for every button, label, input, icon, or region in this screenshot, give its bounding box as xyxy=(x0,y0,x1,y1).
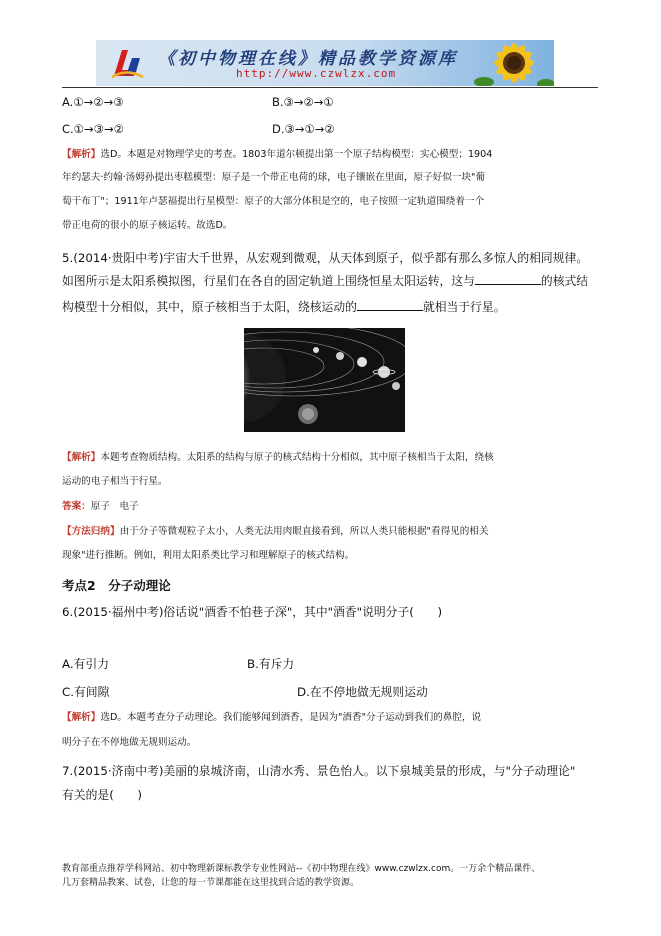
footer-line1: 教育部重点推荐学科网站、初中物理新课标教学专业性网站--《初中物理在线》www.czwlzx.com。一万余个精品课件、 xyxy=(62,864,541,874)
method-summary-line1: 【方法归纳】由于分子等微观粒子太小，人类无法用肉眼直接看到，所以人类只能根据"看得见的相关 xyxy=(62,526,489,537)
q4-analysis-line4: 带正电荷的很小的原子核运转。故选D。 xyxy=(62,220,233,231)
sunflower-icon xyxy=(474,40,554,86)
answer-blank xyxy=(475,273,541,285)
q4-option-d: D.③→①→② xyxy=(272,122,335,136)
q5-analysis-line1: 【解析】本题考查物质结构。太阳系的结构与原子的核式结构十分相似，其中原子核相当于太阳，绕核 xyxy=(62,452,494,463)
q7-stem-line1: 7.(2015·济南中考)美丽的泉城济南，山清水秀、景色怡人。以下泉城美景的形成，与"分子动理论" xyxy=(62,764,576,778)
q6-analysis-line2: 明分子在不停地做无规则运动。 xyxy=(62,737,197,748)
q6-option-b: B.有斥力 xyxy=(247,657,295,671)
banner-url: http://www.czwlzx.com xyxy=(236,67,397,80)
header-divider xyxy=(62,87,598,88)
method-summary-line2: 现象"进行推断。例如，利用太阳系类比学习和理解原子的核式结构。 xyxy=(62,550,355,561)
banner-title: 《初中物理在线》精品教学资源库 xyxy=(158,49,458,69)
analysis-tag: 【解析】 xyxy=(62,452,101,463)
q5-answer: 答案：原子 电子 xyxy=(62,501,139,512)
answer-blank xyxy=(357,299,423,311)
solar-system-image xyxy=(244,328,405,432)
q5-stem-line3: 构模型十分相似，其中，原子核相当于太阳，绕核运动的 就相当于行星。 xyxy=(62,300,506,314)
q6-analysis-line1: 【解析】选D。本题考查分子动理论。我们能够闻到酒香，是因为"酒香"分子运动到我们的鼻腔，说 xyxy=(62,712,482,723)
site-logo-icon xyxy=(110,46,144,80)
method-tag: 【方法归纳】 xyxy=(62,526,120,537)
q5-analysis-line2: 运动的电子相当于行星。 xyxy=(62,476,168,487)
section-heading: 考点2 分子动理论 xyxy=(62,578,171,593)
q4-option-a: A.①→②→③ xyxy=(62,95,124,109)
q6-option-a: A.有引力 xyxy=(62,657,110,671)
q4-analysis-line3: 萄干布丁"；1911年卢瑟福提出行星模型：原子的大部分体积是空的，电子按照一定轨道围绕着一个 xyxy=(62,196,485,207)
q4-analysis-line1: 【解析】选D。本题是对物理学史的考查。1803年道尔顿提出第一个原子结构模型：实心模型；1904 xyxy=(62,149,493,160)
q5-stem-line2: 如图所示是太阳系模拟图，行星们在各自的固定轨道上围绕恒星太阳运转，这与 的核式结 xyxy=(62,274,589,288)
analysis-tag: 【解析】 xyxy=(62,149,101,160)
analysis-tag: 【解析】 xyxy=(62,712,101,723)
q5-stem-line1: 5.(2014·贵阳中考)宇宙大千世界，从宏观到微观，从天体到原子，似乎都有那么多惊人的相同规律。 xyxy=(62,251,589,265)
header-banner xyxy=(96,40,554,86)
answer-tag: 答案： xyxy=(62,501,91,512)
q6-option-c: C.有间隙 xyxy=(62,685,110,699)
q6-stem: 6.(2015·福州中考)俗话说"酒香不怕巷子深"，其中"酒香"说明分子( ) xyxy=(62,605,443,619)
footer-line2: 几万套精品教案、试卷，让您的每一节课都能在这里找到合适的教学资源。 xyxy=(62,878,360,888)
q7-stem-line2: 有关的是( ) xyxy=(62,788,142,802)
q6-option-d: D.在不停地做无规则运动 xyxy=(297,685,428,699)
q4-option-b: B.③→②→① xyxy=(272,95,334,109)
q4-analysis-line2: 年约瑟夫·约翰·汤姆孙提出枣糕模型：原子是一个带正电荷的球，电子镶嵌在里面，原子好似一块"葡 xyxy=(62,172,486,183)
q4-option-c: C.①→③→② xyxy=(62,122,124,136)
